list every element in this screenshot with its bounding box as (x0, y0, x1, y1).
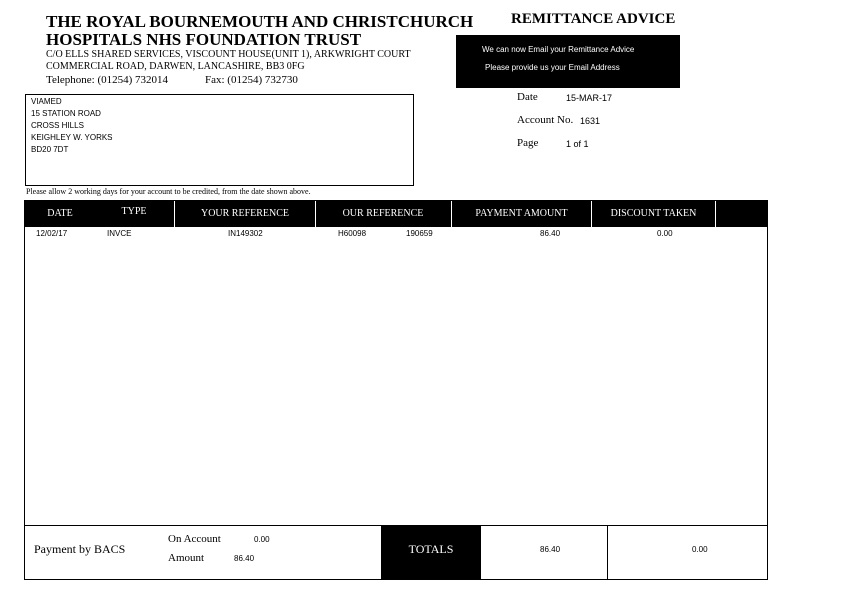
account-label: Account No. (517, 114, 574, 126)
date-label: Date (517, 91, 538, 103)
on-account-label: On Account (168, 533, 221, 545)
supplier-address-line: BD20 7DT (31, 145, 69, 154)
supplier-address-line: KEIGHLEY W. YORKS (31, 133, 113, 142)
organisation-address-line2: COMMERCIAL ROAD, DARWEN, LANCASHIRE, BB3 0FG (46, 61, 305, 72)
row-payment-amount: 86.40 (540, 229, 561, 238)
row-type: INVCE (107, 229, 132, 238)
email-notice-box (456, 35, 680, 88)
document-title: REMITTANCE ADVICE (511, 11, 676, 27)
column-header-discount-taken: DISCOUNT TAKEN (610, 208, 697, 219)
remittance-table (24, 200, 768, 580)
total-discount-taken: 0.00 (692, 545, 708, 554)
column-divider (715, 201, 716, 227)
row-discount-taken: 0.00 (657, 229, 673, 238)
table-header (25, 201, 767, 227)
organisation-address-line1: C/O ELLS SHARED SERVICES, VISCOUNT HOUSE(UNIT 1), ARKWRIGHT COURT (46, 49, 411, 60)
row-date: 12/02/17 (36, 229, 68, 238)
supplier-address-box (25, 94, 414, 186)
column-header-date: DATE (47, 208, 73, 219)
on-account-value: 0.00 (254, 535, 270, 544)
row-our-reference: H60098 (338, 229, 367, 238)
page-label: Page (517, 137, 539, 149)
page-value: 1 of 1 (566, 139, 589, 149)
column-header-type: TYPE (121, 206, 147, 217)
supplier-address-line: 15 STATION ROAD (31, 109, 101, 118)
payment-method: Payment by BACS (34, 542, 126, 556)
totals-label: TOTALS (381, 526, 481, 579)
email-notice-line1: We can now Email your Remittance Advice (482, 45, 635, 54)
supplier-address-line: VIAMED (31, 97, 62, 106)
footer-column-divider (607, 526, 608, 579)
column-header-your-reference: YOUR REFERENCE (200, 208, 290, 219)
total-payment-amount: 86.40 (540, 545, 561, 554)
column-header-payment-amount: PAYMENT AMOUNT (475, 208, 568, 219)
row-our-reference-number: 190659 (406, 229, 433, 238)
column-header-our-reference: OUR REFERENCE (342, 208, 424, 219)
date-value: 15-MAR-17 (566, 93, 613, 103)
telephone-number: Telephone: (01254) 732014 (46, 74, 169, 86)
supplier-address-line: CROSS HILLS (31, 121, 84, 130)
row-your-reference: IN149302 (228, 229, 263, 238)
organisation-name-line1: THE ROYAL BOURNEMOUTH AND CHRISTCHURCH (46, 12, 474, 31)
organisation-name-line2: HOSPITALS NHS FOUNDATION TRUST (46, 30, 362, 49)
email-notice-line2: Please provide us your Email Address (485, 63, 620, 72)
account-value: 1631 (580, 116, 601, 126)
credit-notice: Please allow 2 working days for your account to be credited, from the date shown above. (26, 187, 311, 196)
fax-number: Fax: (01254) 732730 (205, 74, 298, 86)
amount-value: 86.40 (234, 554, 255, 563)
amount-label: Amount (168, 552, 205, 564)
